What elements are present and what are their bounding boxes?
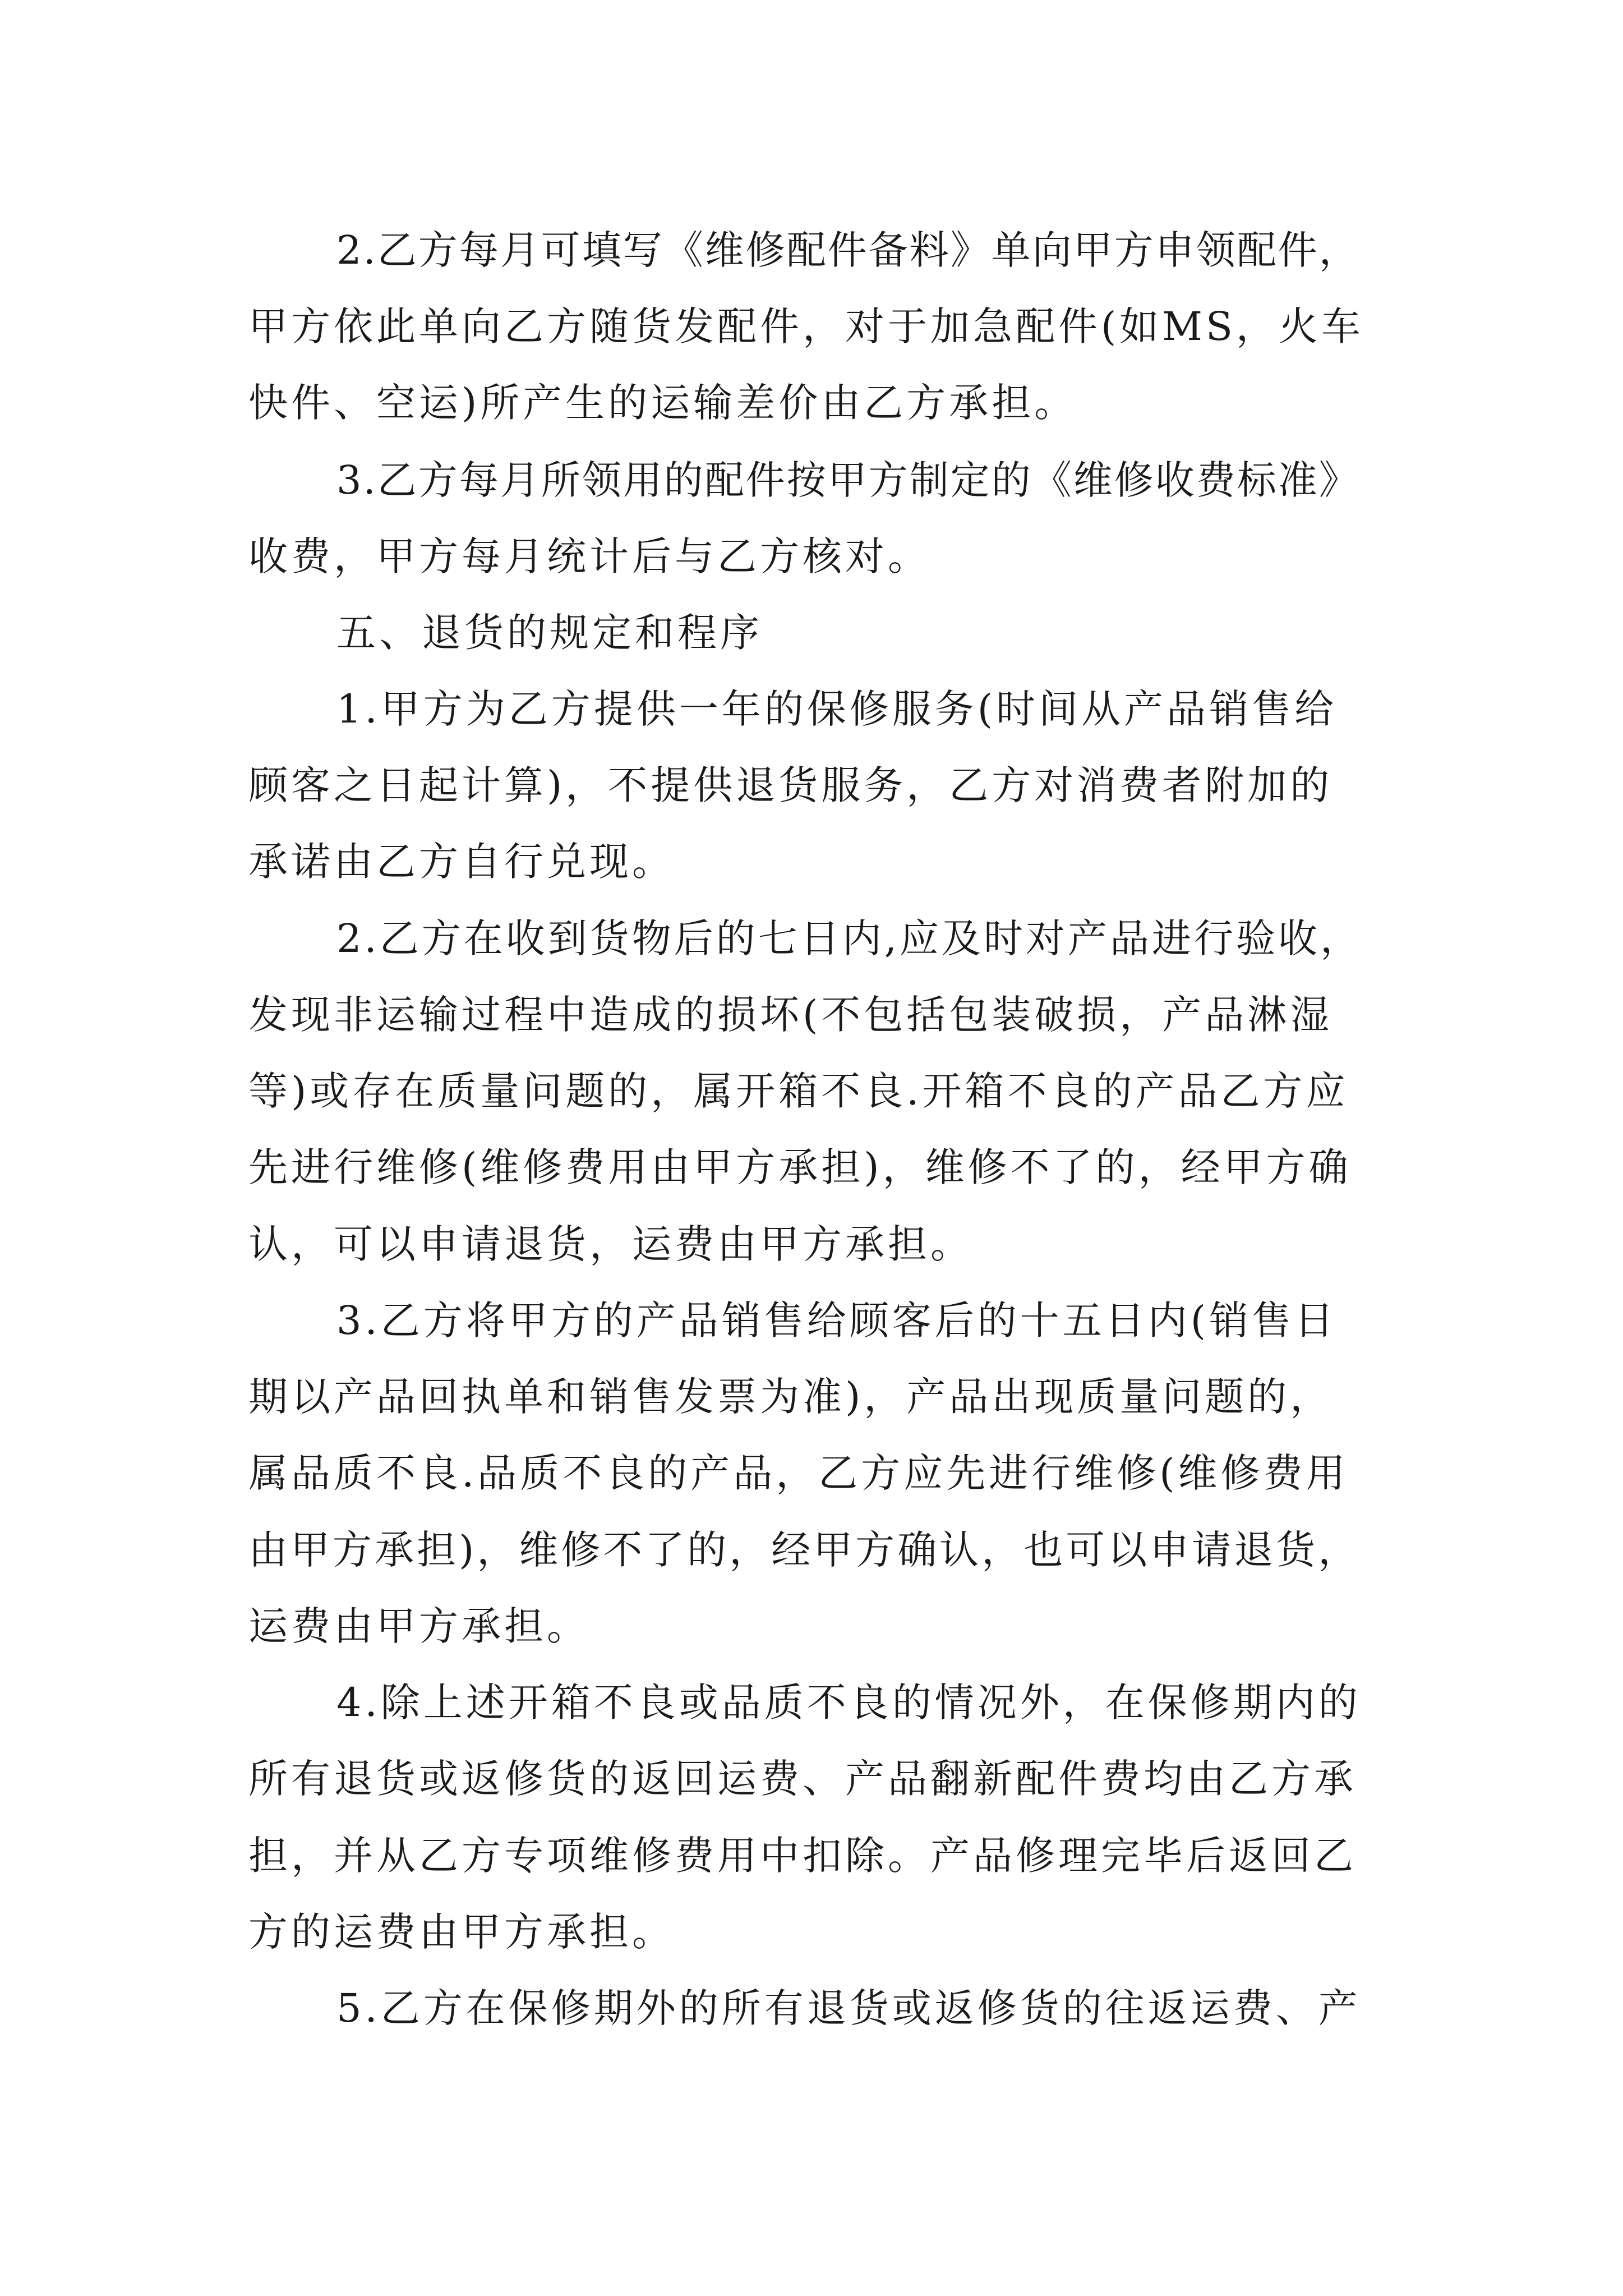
paragraph-line: 1.甲方为乙方提供一年的保修服务(时间从产品销售给 (336, 686, 1338, 732)
paragraph-line: 3.乙方将甲方的产品销售给顾客后的十五日内(销售日 (336, 1297, 1338, 1343)
paragraph-line: 等)或存在质量问题的，属开箱不良.开箱不良的产品乙方应 (248, 1068, 1349, 1114)
paragraph-line: 4.除上述开箱不良或品质不良的情况外，在保修期内的 (336, 1680, 1361, 1726)
paragraph-line: 运费由甲方承担。 (248, 1603, 589, 1649)
paragraph-line: 认，可以申请退货，运费由甲方承担。 (248, 1221, 973, 1267)
paragraph-line: 3.乙方每月所领用的配件按甲方制定的《维修收费标准》 (336, 457, 1360, 503)
section-heading: 五、退货的规定和程序 (336, 610, 763, 656)
paragraph-line: 所有退货或返修货的返回运费、产品翻新配件费均由乙方承 (248, 1756, 1357, 1802)
paragraph-line: 属品质不良.品质不良的产品，乙方应先进行维修(维修费用 (248, 1450, 1349, 1496)
paragraph-line: 顾客之日起计算)，不提供退货服务，乙方对消费者附加的 (248, 762, 1333, 808)
paragraph-line: 发现非运输过程中造成的损坏(不包括包装破损，产品淋湿 (248, 992, 1333, 1038)
paragraph-line: 甲方依此单向乙方随货发配件，对于加急配件(如MS，火车 (248, 303, 1364, 349)
paragraph-line: 方的运费由甲方承担。 (248, 1909, 675, 1955)
paragraph-line: 由甲方承担)，维修不了的，经甲方确认，也可以申请退货， (248, 1527, 1361, 1573)
paragraph-line: 2.乙方每月可填写《维修配件备料》单向甲方申领配件， (336, 227, 1360, 273)
paragraph-line: 期以产品回执单和销售发票为准)，产品出现质量问题的， (248, 1374, 1333, 1420)
paragraph-line: 快件、空运)所产生的运输差价由乙方承担。 (248, 380, 1077, 426)
paragraph-line: 2.乙方在收到货物后的七日内,应及时对产品进行验收， (336, 915, 1363, 961)
paragraph-line: 担，并从乙方专项维修费用中扣除。产品修理完毕后返回乙 (248, 1833, 1357, 1879)
paragraph-line: 5.乙方在保修期外的所有退货或返修货的往返运费、产 (336, 1985, 1361, 2031)
paragraph-line: 承诺由乙方自行兑现。 (248, 839, 675, 885)
paragraph-line: 收费，甲方每月统计后与乙方核对。 (248, 533, 930, 579)
paragraph-line: 先进行维修(维修费用由甲方承担)，维修不了的，经甲方确 (248, 1144, 1352, 1190)
